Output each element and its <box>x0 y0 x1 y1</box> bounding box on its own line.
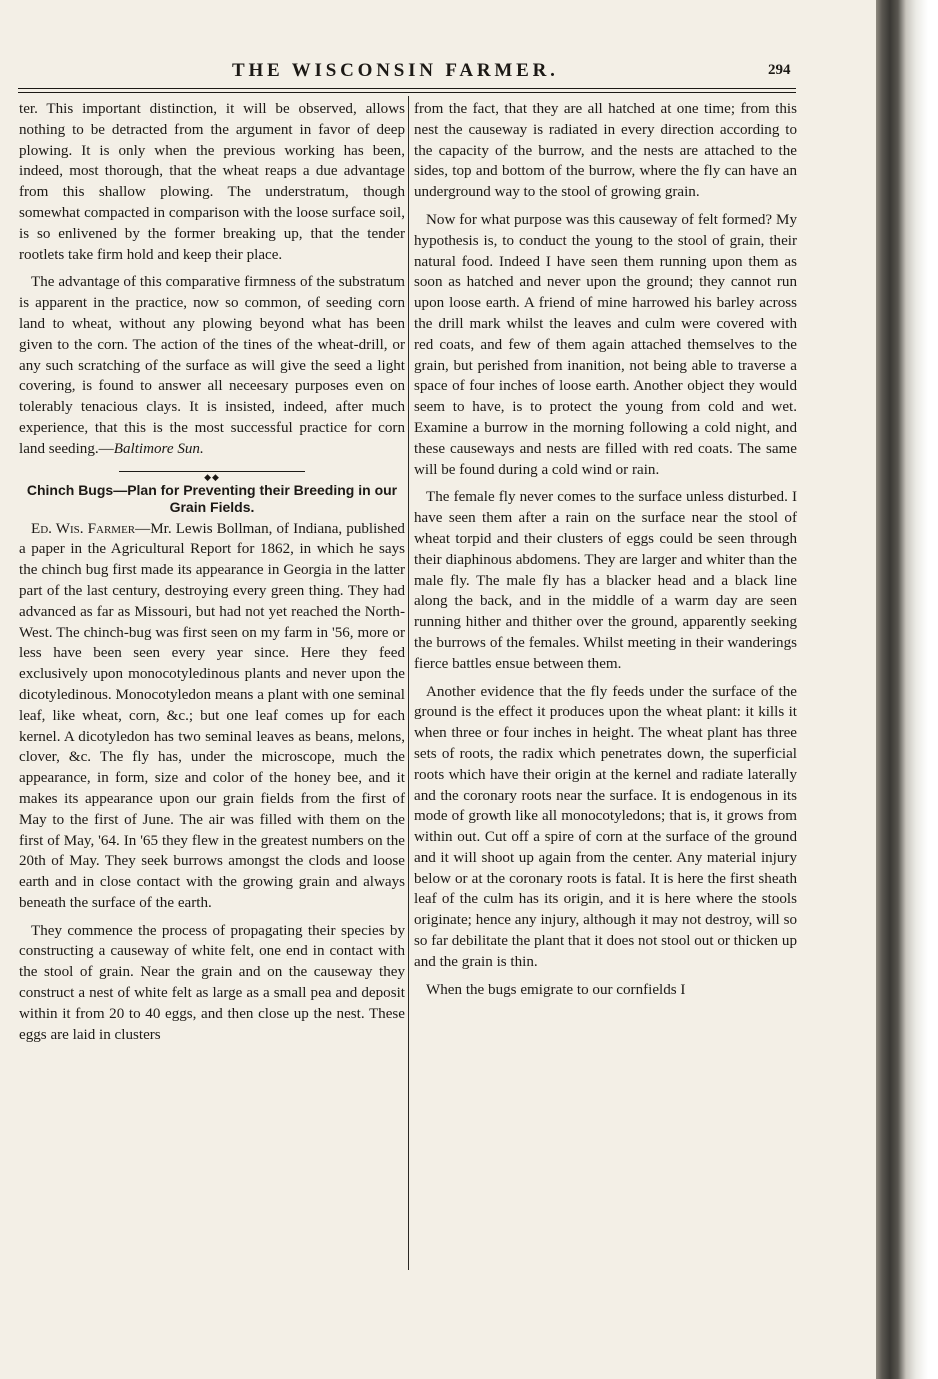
paragraph: The female fly never comes to the surface unless disturbed. I have seen them after a rain on the surface near the stool of wheat torpid and their clusters of eggs could be seen through their diaphinous abdomens. They are larger and whiter than the male fly. The male fly has a blacker head and a black line along the back, and in the middle of a warm day are seen running hither and thither over the ground, apparently seeking the burrows of the females. Whilst meeting in their wanderings fierce battles ensue between them. <box>414 489 797 672</box>
header-rule-bottom <box>18 92 796 93</box>
page-number: 294 <box>768 62 791 78</box>
running-title: THE WISCONSIN FARMER. <box>232 60 559 81</box>
paragraph: from the fact, that they are all hatched at one time; from this nest the causeway is radiated in every direction according to the capacity of the burrow, and the nests are attached to the sides, top and bottom of the burrow, where the fly can have an underground way to the stool of growing grain. <box>414 101 797 201</box>
paragraph <box>19 272 405 459</box>
book-binding-edge <box>876 0 938 1379</box>
paragraph <box>19 519 405 914</box>
left-column <box>19 99 405 1045</box>
header-rule-top <box>18 88 796 89</box>
paragraph: ter. This important distinction, it will be observed, allows nothing to be detracted from the argument in favor of deep plowing. It is only when the previous working has been, indeed, most thorough, that the wheat reaps a due advantage from this shallow plowing. The understratum, though somewhat compacted in comparison with the loose surface soil, is so enlivened by the former breaking up, that the tender rootlets take firm hold and keep their place. <box>19 101 405 263</box>
paragraph: Another evidence that the fly feeds under the surface of the ground is the effect it produces upon the wheat plant: it kills it when three or four inches in height. The wheat plant has three sets of roots, the radix which penetrates down, the superficial roots which have their origin at the kernel and radiate laterally and the coronary roots near the surface. It is endogenous in its mode of growth like all monocotyledons; that is, it grows from within out. Cut off a spire of corn at the surface of the ground and it will shoot up again from the center. Any material injury below or at the coronary roots is fatal. It is here the first sheath leaf of the culm has its origin, and it is here where the stools originate; hence any injury, although it may not destroy, will so so far debilitate the plant that it does not stool out or thicken up and the grain is thin. <box>414 683 797 970</box>
right-column <box>414 99 797 1000</box>
article-heading: Chinch Bugs—Plan for Preventing their Breeding in our Grain Fields. <box>26 481 398 515</box>
paragraph-text: —Mr. Lewis Bollman, of Indiana, published a paper in the Agricultural Report for 1862, in which he says the chinch bug first made its appearance in Georgia in the latter part of the last century, destroying every green thing. They had advanced as far as Missouri, but had not yet reached the North-West. The chinch-bug was first seen on my farm in '56, more or less have been seen every year since. Here they feed exclusively upon monocotyledinous plants and never upon the dicotyledinous. Monocotyledon means a plant with one seminal leaf, like wheat, corn, &c.; but one leaf comes up for each kernel. A dicotyledon has two seminal leaves as beans, melons, clover, &c. The fly has, under the microscope, much the appearance, in form, size and color of the honey bee, and it makes its appearance upon our grain fields from the first of May to the first of June. The air was filled with them on the first of May, '64. In '65 they flew in the greatest numbers on the 20th of May. They seek burrows amongst the clods and loose earth and in close contact with the growing grain and always beneath the surface of the earth. <box>19 520 405 911</box>
paragraph-text: The advantage of this comparative firmness of the substratum is apparent in the practice, now so common, of seeding corn land to wheat, without any plowing beyond what has been given to the corn. The action of the tines of the wheat-drill, or any such scratching of the surface as will give the seed a light covering, is found to answer all neceesary purposes even on tolerably tenacious clays. It is insisted, indeed, after much experience, that this is the most successful practice for corn land seeding.— <box>19 274 405 457</box>
column-divider <box>408 96 409 1270</box>
salutation: Ed. Wis. Farmer <box>31 520 136 537</box>
paragraph: They commence the process of propagating their species by constructing a causeway of white felt, one end in contact with the stool of grain. Near the grain and on the causeway they construct a nest of white felt as large as a small pea and deposit within it from 20 to 40 eggs, and then close up the nest. These eggs are laid in clusters <box>19 922 405 1043</box>
paragraph: When the bugs emigrate to our cornfields I <box>426 981 686 998</box>
source-citation: Baltimore Sun. <box>113 440 204 457</box>
page-header <box>0 58 876 88</box>
paragraph: Now for what purpose was this causeway of felt formed? My hypothesis is, to conduct the young to the stool of grain, their natural food. Indeed I have seen them running upon them as soon as hatched and never upon the ground; they cannot run upon loose earth. A friend of mine harrowed his barley across the drill mark whilst the leaves and culm were covered with red coats, and few of them again attached themselves to the grain, but perished from inanition, not being able to traverse a space of four inches of loose earth. Another object they would seem to have, is to protect the young from cold and wet. Examine a burrow in the morning following a cold night, and these causeways and nests are filled with red coats. The same will be found during a cold wind or rain. <box>414 211 797 478</box>
section-divider <box>19 466 405 482</box>
divider-ornament: ◆◆ <box>201 472 223 482</box>
